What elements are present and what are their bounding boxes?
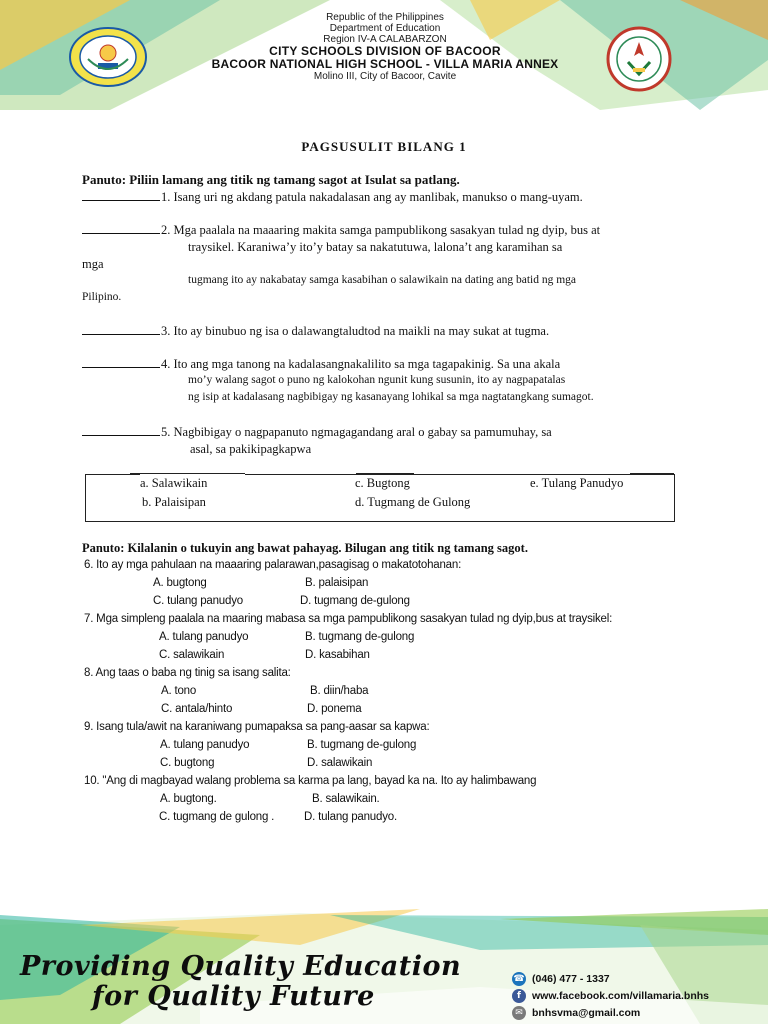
item-text: Isang uri ng akdang patula nakadalasan ang ay manlibak, manukso o mang-uyam. [173,190,583,204]
answer-blank[interactable] [82,191,160,201]
item-4 [82,357,560,372]
address-line: Molino III, City of Bacoor, Cavite [313,71,457,82]
email-link[interactable]: bnhsvma@gmail.com [532,1007,641,1019]
contact-email [512,1006,640,1020]
option-d[interactable]: D. kasabihan [305,649,370,661]
option-c[interactable]: C. tulang panudyo [153,595,243,607]
choice-a: a. Salawikain [140,476,208,490]
question-10: 10. "Ang di magbayad walang problema sa karma pa lang, bayad ka na. Ito ay halimbawang [84,775,537,787]
item-2 [82,223,600,238]
option-b[interactable]: B. palaisipan [305,577,369,589]
part1-instruction: Panuto: Piliin lamang ang titik ng tamang sagot at Isulat sa patlang. [82,172,460,187]
option-c[interactable]: C. salawikain [159,649,225,661]
choice-d: d. Tugmang de Gulong [355,495,471,509]
question-7: 7. Mga simpleng paalala na maaring mabasa sa mga pampublikong sasakyan tulad ng dyip,bus at traysikel: [84,613,613,625]
item-2-cont: Pilipino. [82,291,122,303]
contact-facebook [512,989,709,1003]
item-number: 1. [161,190,171,204]
question-6: 6. Ito ay mga pahulaan na maaaring palarawan,pasagisag o makatotohanan: [84,559,462,571]
option-c[interactable]: C. antala/hinto [161,703,233,715]
item-text: Ito ang mga tanong na kadalasangnakalilito sa mga tagapakinig. Sa una akala [173,357,561,371]
item-2-cont: traysikel. Karaniwa’y ito’y batay sa nakatutuwa, lalona’t ang karamihan sa [188,240,563,254]
mail-icon: ✉ [512,1006,526,1020]
division-line: CITY SCHOOLS DIVISION OF BACOOR [269,44,501,58]
division-seal-icon [66,25,150,89]
question-8: 8. Ang taas o baba ng tinig sa isang salita: [84,667,291,679]
choice-e: e. Tulang Panudyo [530,476,624,490]
facebook-link[interactable]: www.facebook.com/villamaria.bnhs [532,990,709,1002]
item-number: 5. [161,425,171,439]
item-4-cont: mo’y walang sagot o puno ng kalokohan ngunit kung susunin, ito ay nagpapatalas [188,374,566,386]
box-top-line [356,473,414,474]
item-5-cont: asal, sa pakikipagkapwa [190,442,312,456]
page-header [0,0,768,110]
item-text: Ito ay binubuo ng isa o dalawangtaludtod na maikli na may sukat at tugma. [173,324,550,338]
box-top-line [130,473,245,474]
item-2-cont: tugmang ito ay nakabatay samga kasabihan o salawikain na dating ang batid ng mga [188,274,577,286]
box-top-line [630,473,674,474]
school-line: BACOOR NATIONAL HIGH SCHOOL - VILLA MARIA ANNEX [211,57,559,71]
page-footer [0,905,768,1024]
item-text: Mga paalala na maaaring makita samga pampublikong sasakyan tulad ng dyip, bus at [173,223,601,237]
region-line: Region IV-A CALABARZON [323,34,447,45]
answer-blank[interactable] [82,426,160,436]
option-a[interactable]: A. bugtong [153,577,207,589]
item-5 [82,425,552,440]
option-a[interactable]: A. tulang panudyo [159,631,249,643]
choice-c: c. Bugtong [355,476,410,490]
answer-blank[interactable] [82,325,160,335]
item-2-cont: mga [82,257,104,271]
answer-blank[interactable] [82,358,160,368]
item-1 [82,190,583,205]
option-d[interactable]: D. tugmang de-gulong [300,595,410,607]
header-text [150,12,620,83]
item-number: 2. [161,223,171,237]
option-b[interactable]: B. tugmang de-gulong [307,739,417,751]
option-b[interactable]: B. salawikain. [312,793,380,805]
question-9: 9. Isang tula/awit na karaniwang pumapaksa sa pang-aasar sa kapwa: [84,721,430,733]
option-d[interactable]: D. tulang panudyo. [304,811,397,823]
item-number: 3. [161,324,171,338]
item-3 [82,324,549,339]
item-text: Nagbibigay o nagpapanuto ngmagagandang aral o gabay sa pamumuhay, sa [173,425,552,439]
facebook-icon: f [512,989,526,1003]
option-a[interactable]: A. bugtong. [160,793,217,805]
option-a[interactable]: A. tono [161,685,197,697]
option-d[interactable]: D. ponema [307,703,362,715]
phone-text: (046) 477 - 1337 [532,973,610,985]
item-4-cont: ng isip at kadalasang nagbibigay ng kasanayang lohikal sa mga nagtatangkang sumagot. [188,391,594,403]
option-c[interactable]: C. tugmang de gulong . [159,811,275,823]
republic-line: Republic of the Philippines [326,12,444,23]
option-b[interactable]: B. diin/haba [310,685,369,697]
department-line: Department of Education [329,23,441,34]
option-d[interactable]: D. salawikain [307,757,373,769]
contact-phone [512,972,610,986]
answer-blank[interactable] [82,224,160,234]
slogan-line-1: Providing Quality Education [20,951,462,982]
option-a[interactable]: A. tulang panudyo [160,739,250,751]
item-number: 4. [161,357,171,371]
test-title: PAGSUSULIT BILANG 1 [301,139,467,154]
choice-b: b. Palaisipan [142,495,206,509]
part2-instruction: Panuto: Kilalanin o tukuyin ang bawat pahayag. Bilugan ang titik ng tamang sagot. [82,541,528,555]
phone-icon: ☎ [513,974,525,984]
slogan-line-2: for Quality Future [92,981,375,1012]
option-c[interactable]: C. bugtong [160,757,215,769]
option-b[interactable]: B. tugmang de-gulong [305,631,415,643]
